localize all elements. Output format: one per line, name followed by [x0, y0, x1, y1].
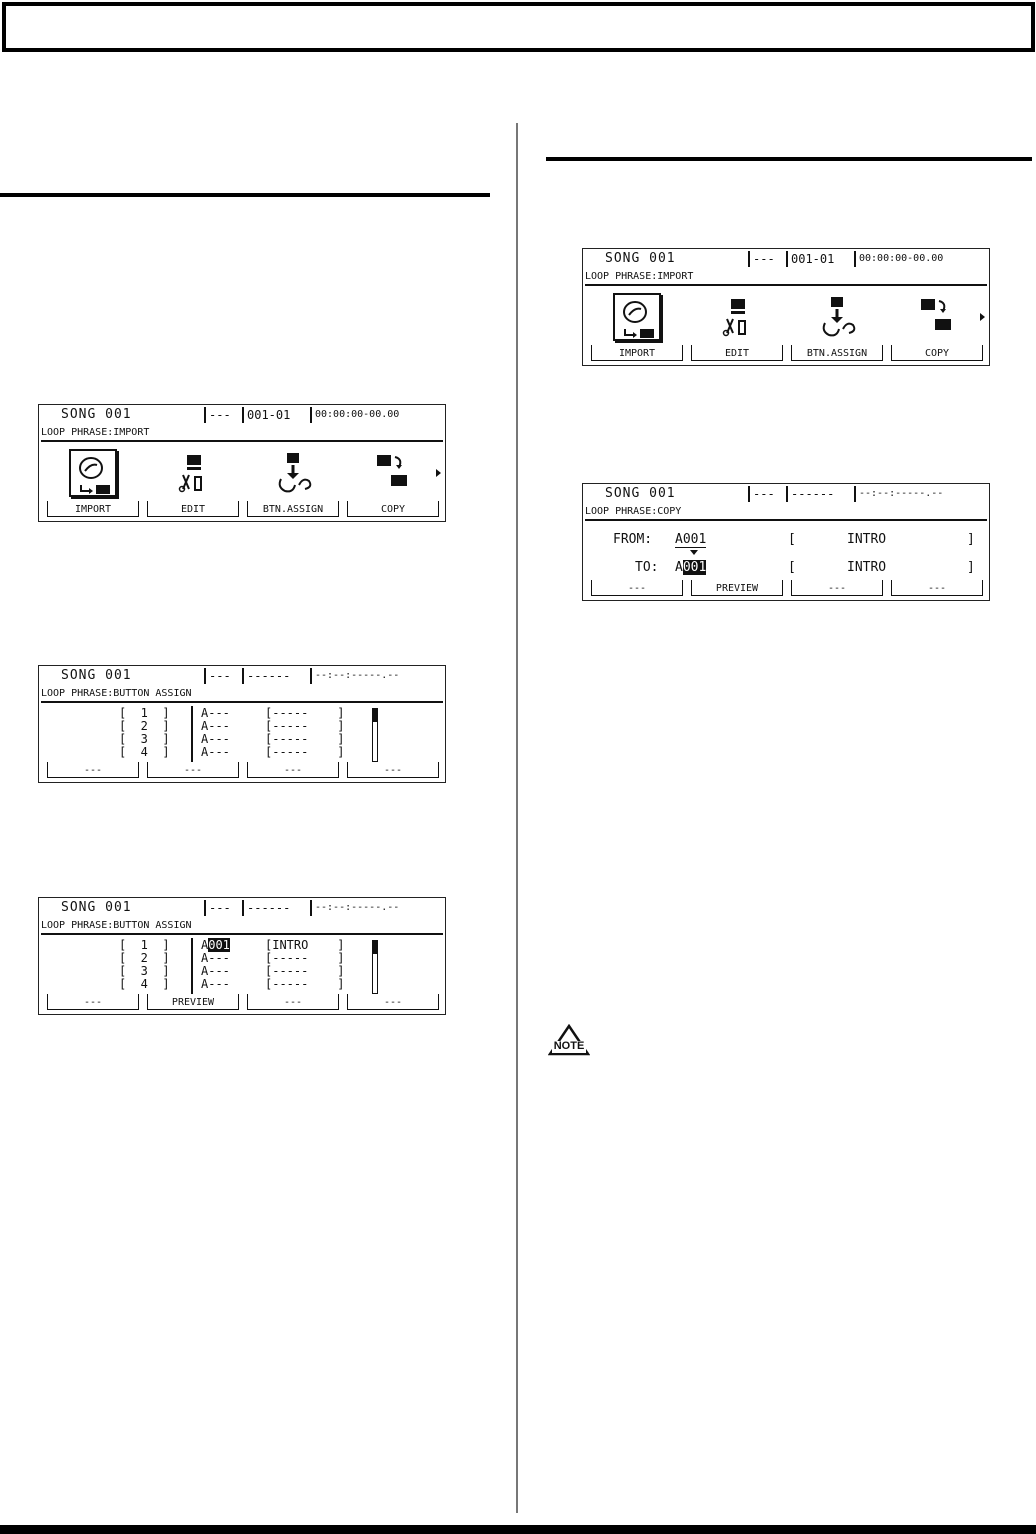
phrase-field-2[interactable]: A--- — [201, 719, 230, 733]
f1-button[interactable]: --- — [47, 765, 139, 778]
mode-title: LOOP PHRASE:BUTTON ASSIGN — [41, 687, 443, 703]
phrase-field-1[interactable] — [201, 938, 230, 952]
to-phrase-name: INTRO — [847, 560, 887, 575]
function-row — [587, 583, 985, 597]
f2-button[interactable]: --- — [147, 765, 239, 778]
column-separator — [191, 706, 193, 762]
to-bracket-open: [ — [788, 560, 796, 575]
from-field[interactable]: A001 — [675, 532, 707, 547]
phrase-cursor: 001 — [208, 938, 230, 952]
f2-preview-button[interactable]: PREVIEW — [147, 997, 239, 1010]
button-slot-3: [ 3 ] — [119, 732, 170, 746]
f4-button[interactable]: --- — [347, 997, 439, 1010]
page-header-box — [2, 2, 1035, 52]
to-prefix: A — [675, 560, 683, 575]
status-segment-1: --- — [204, 407, 242, 423]
lcd-import-screen-left — [38, 404, 446, 522]
to-cursor: 001 — [682, 560, 707, 575]
mode-title: LOOP PHRASE:IMPORT — [41, 426, 443, 442]
button-assign-icon[interactable] — [813, 293, 861, 341]
f2-edit-button[interactable]: EDIT — [147, 504, 239, 517]
phrase-prefix: A — [201, 977, 209, 991]
phrase-name-1: [----- ] — [265, 706, 345, 720]
phrase-name-4: [----- ] — [265, 977, 345, 991]
column-separator — [191, 938, 193, 994]
button-slot-1: [ 1 ] — [119, 938, 170, 952]
f1-import-button[interactable]: IMPORT — [47, 504, 139, 517]
to-field[interactable] — [675, 560, 706, 575]
phrase-name-2: [----- ] — [265, 719, 345, 733]
time-display: 00:00:00-00.00 — [854, 251, 976, 267]
song-label: SONG 001 — [605, 486, 676, 501]
import-icon[interactable] — [613, 293, 661, 341]
song-label: SONG 001 — [605, 251, 676, 266]
function-row — [587, 348, 985, 362]
function-row — [43, 765, 441, 779]
phrase-field-1[interactable]: A--- — [201, 706, 230, 720]
phrase-prefix: A — [201, 964, 209, 978]
f2-preview-button[interactable]: PREVIEW — [691, 583, 783, 596]
time-display: --:--:-----.-- — [854, 486, 976, 502]
f4-copy-button[interactable]: COPY — [347, 504, 439, 517]
phrase-value: --- — [208, 964, 230, 978]
status-segment-1: --- — [204, 900, 242, 916]
phrase-value: --- — [208, 951, 230, 965]
lcd-copy-screen — [582, 483, 990, 601]
phrase-name-3: [----- ] — [265, 732, 345, 746]
phrase-name-1: [INTRO ] — [265, 938, 345, 952]
f2-edit-button[interactable]: EDIT — [691, 348, 783, 361]
song-label: SONG 001 — [61, 407, 132, 422]
button-slot-4: [ 4 ] — [119, 977, 170, 991]
measure-display: ------ — [786, 486, 854, 502]
phrase-field-3[interactable] — [201, 964, 230, 978]
to-bracket-close: ] — [967, 560, 975, 575]
mode-title: LOOP PHRASE:COPY — [585, 505, 987, 521]
mode-title: LOOP PHRASE:BUTTON ASSIGN — [41, 919, 443, 935]
phrase-name-3: [----- ] — [265, 964, 345, 978]
lcd-button-assign-empty — [38, 665, 446, 783]
status-segment-1: --- — [204, 668, 242, 684]
more-arrow-icon[interactable] — [436, 469, 441, 477]
status-segment-1: --- — [748, 251, 786, 267]
button-slot-3: [ 3 ] — [119, 964, 170, 978]
phrase-name-2: [----- ] — [265, 951, 345, 965]
measure-display: 001-01 — [786, 251, 854, 267]
more-arrow-icon[interactable] — [980, 313, 985, 321]
time-display: 00:00:00-00.00 — [310, 407, 432, 423]
page-footer-bar — [0, 1525, 1036, 1534]
phrase-name-4: [----- ] — [265, 745, 345, 759]
copy-icon[interactable] — [913, 293, 961, 341]
right-section-rule — [546, 157, 1032, 161]
phrase-prefix: A — [201, 938, 209, 952]
from-label: FROM: — [613, 532, 653, 547]
button-slot-2: [ 2 ] — [119, 719, 170, 733]
phrase-field-4[interactable] — [201, 977, 230, 991]
function-row — [43, 504, 441, 518]
left-section-rule — [0, 193, 490, 197]
time-display: --:--:-----.-- — [310, 900, 432, 916]
f4-button[interactable]: --- — [891, 583, 983, 596]
edit-icon[interactable] — [713, 293, 761, 341]
note-label: NOTE — [553, 1040, 585, 1052]
scroll-bar[interactable] — [372, 940, 378, 994]
edit-icon[interactable] — [169, 449, 217, 497]
song-label: SONG 001 — [61, 900, 132, 915]
phrase-value: --- — [208, 977, 230, 991]
copy-icon[interactable] — [369, 449, 417, 497]
button-slot-1: [ 1 ] — [119, 706, 170, 720]
f3-btn-assign-button[interactable]: BTN.ASSIGN — [791, 348, 883, 361]
f1-button[interactable]: --- — [591, 583, 683, 596]
phrase-field-4[interactable]: A--- — [201, 745, 230, 759]
phrase-prefix: A — [201, 951, 209, 965]
note-icon — [548, 1024, 590, 1056]
f3-button[interactable]: --- — [791, 583, 883, 596]
to-label: TO: — [635, 560, 659, 575]
f4-copy-button[interactable]: COPY — [891, 348, 983, 361]
button-assign-icon[interactable] — [269, 449, 317, 497]
measure-display: ------ — [242, 668, 310, 684]
lcd-import-screen-right — [582, 248, 990, 366]
f1-button[interactable]: --- — [47, 997, 139, 1010]
arrow-down-icon — [690, 550, 698, 555]
status-segment-1: --- — [748, 486, 786, 502]
column-divider — [516, 123, 518, 1513]
function-row — [43, 997, 441, 1011]
f3-button[interactable]: --- — [247, 765, 339, 778]
phrase-field-3[interactable]: A--- — [201, 732, 230, 746]
f3-btn-assign-button[interactable]: BTN.ASSIGN — [247, 504, 339, 517]
phrase-field-2[interactable] — [201, 951, 230, 965]
time-display: --:--:-----.-- — [310, 668, 432, 684]
import-icon[interactable] — [69, 449, 117, 497]
f3-button[interactable]: --- — [247, 997, 339, 1010]
song-label: SONG 001 — [61, 668, 132, 683]
measure-display: 001-01 — [242, 407, 310, 423]
button-slot-4: [ 4 ] — [119, 745, 170, 759]
from-phrase-name: INTRO — [847, 532, 887, 547]
lcd-button-assign-set — [38, 897, 446, 1015]
mode-title: LOOP PHRASE:IMPORT — [585, 270, 987, 286]
from-bracket-open: [ — [788, 532, 796, 547]
from-bracket-close: ] — [967, 532, 975, 547]
scroll-bar[interactable] — [372, 708, 378, 762]
measure-display: ------ — [242, 900, 310, 916]
button-slot-2: [ 2 ] — [119, 951, 170, 965]
f1-import-button[interactable]: IMPORT — [591, 348, 683, 361]
f4-button[interactable]: --- — [347, 765, 439, 778]
